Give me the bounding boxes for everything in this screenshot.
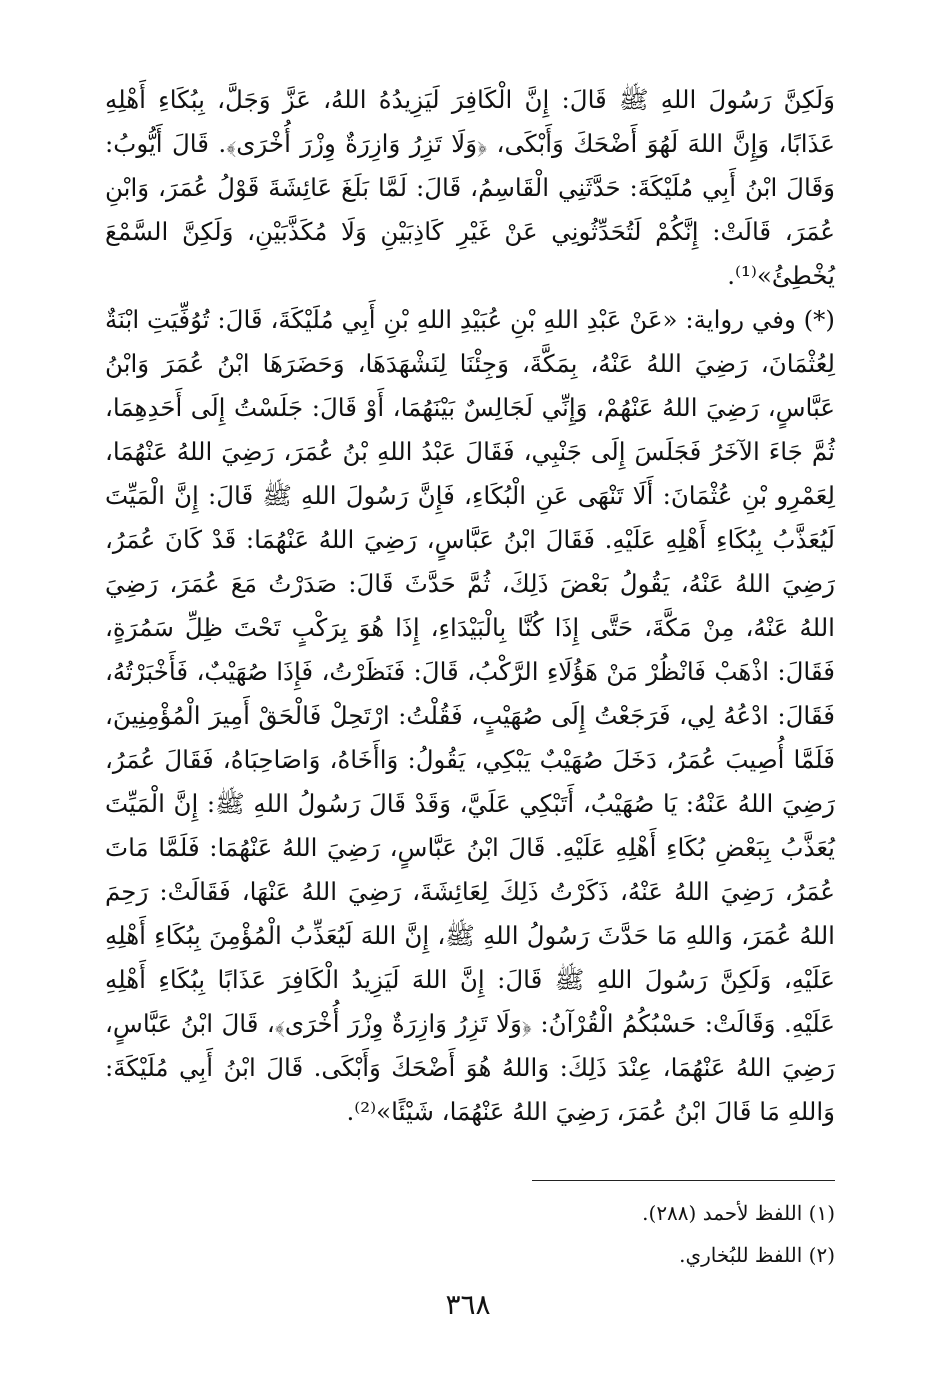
page-number: ٣٦٨ <box>445 1288 491 1321</box>
footnote-separator <box>532 1180 835 1181</box>
footnote-2: (٢) اللفظ للبُخاري. <box>679 1243 835 1267</box>
paragraph-2: (*) وفي رواية: «عَنْ عَبْدِ اللهِ بْنِ عُبَيْدِ اللهِ بْنِ أَبِي مُلَيْكَةَ، قَالَ: تُوُفِّيَتِ ابْنَةٌ لِعُثْمَانَ، رَضِيَ اللهُ عَنْهُ، بِمَكَّةَ، وَجِئْنَا لِنَشْهَدَهَا، وَحَضَرَهَا ابْنُ عُمَرَ وَابْنُ عَبَّاسٍ، رَضِيَ اللهُ عَنْهُمْ، وَإِنِّي لَجَالِسٌ بَيْنَهُمَا، أَوْ قَالَ: جَلَسْتُ إِلَى أَحَدِهِمَا، ثُمَّ جَاءَ الآخَرُ فَجَلَسَ إِلَى جَنْبِي، فَقَالَ عَبْدُ اللهِ بْنُ عُمَرَ، رَضِيَ اللهُ عَنْهُمَا، لِعَمْرِو بْنِ عُثْمَانَ: أَلَا تَنْهَى عَنِ الْبُكَاءِ، فَإِنَّ رَسُولَ اللهِ ﷺ قَالَ: إِنَّ الْمَيِّتَ لَيُعَذَّبُ بِبُكَاءِ أَهْلِهِ عَلَيْهِ. فَقَالَ ابْنُ عَبَّاسٍ، رَضِيَ اللهُ عَنْهُمَا: قَدْ كَانَ عُمَرُ، رَضِيَ اللهُ عَنْهُ، يَقُولُ بَعْضَ ذَلِكَ، ثُمَّ حَدَّثَ قَالَ: صَدَرْتُ مَعَ عُمَرَ، رَضِيَ اللهُ عَنْهُ، مِنْ مَكَّةَ، حَتَّى إِذَا كُنَّا بِالْبَيْدَاءِ، إِذَا هُوَ بِرَكْبٍ تَحْتَ ظِلِّ سَمُرَةٍ، فَقَالَ: اذْهَبْ فَانْظُرْ مَنْ هَؤُلَاءِ الرَّكْبُ، قَالَ: فَنَظَرْتُ، فَإِذَا صُهَيْبٌ، فَأَخْبَرْتُهُ، فَقَالَ: ادْعُهُ لِي، فَرَجَعْتُ إِلَى صُهَيْبٍ، فَقُلْتُ: ارْتَحِلْ فَالْحَقْ أَمِيرَ الْمُؤْمِنِينَ، فَلَمَّا أُصِيبَ عُمَرُ، دَخَلَ صُهَيْبٌ يَبْكِي، يَقُولُ: وَاأَخَاهُ، وَاصَاحِبَاهُ، فَقَالَ عُمَرُ، رَضِيَ اللهُ عَنْهُ: يَا صُهَيْبُ، أَتَبْكِي عَلَيَّ، وَقَدْ قَالَ رَسُولُ اللهِ ﷺ: إِنَّ الْمَيِّتَ يُعَذَّبُ بِبَعْضِ بُكَاءِ أَهْلِهِ عَلَيْهِ. قَالَ ابْنُ عَبَّاسٍ، رَضِيَ اللهُ عَنْهُمَا: فَلَمَّا مَاتَ عُمَرُ، رَضِيَ اللهُ عَنْهُ، ذَكَرْتُ ذَلِكَ لِعَائِشَةَ، رَضِيَ اللهُ عَنْهَا، فَقَالَتْ: رَحِمَ اللهُ عُمَرَ، وَاللهِ مَا حَدَّثَ رَسُولُ اللهِ ﷺ، إِنَّ اللهَ لَيُعَذِّبُ الْمُؤْمِنَ بِبُكَاءِ أَهْلِهِ عَلَيْهِ، وَلَكِنَّ رَسُولَ اللهِ ﷺ قَالَ: إِنَّ اللهَ لَيَزِيدُ الْكَافِرَ عَذَابًا بِبُكَاءِ أَهْلِهِ عَلَيْهِ. وَقَالَتْ: حَسْبُكُمُ الْقُرْآنُ: ﴿وَلَا تَزِرُ وَازِرَةٌ وِزْرَ أُخْرَى﴾، قَالَ ابْنُ عَبَّاسٍ، رَضِيَ اللهُ عَنْهُمَا، عِنْدَ ذَلِكَ: وَاللهُ هُوَ أَضْحَكَ وَأَبْكَى. قَالَ ابْنُ أَبِي مُلَيْكَةَ: وَاللهِ مَا قَالَ ابْنُ عُمَرَ، رَضِيَ اللهُ عَنْهُمَا، شَيْئًا»⁽²⁾. <box>105 305 835 1126</box>
paragraph-1: وَلَكِنَّ رَسُولَ اللهِ ﷺ قَالَ: إِنَّ الْكَافِرَ لَيَزِيدُهُ اللهُ، عَزَّ وَجَلَّ، بِبُكَاءِ أَهْلِهِ عَذَابًا، وَإِنَّ اللهَ لَهُوَ أَضْحَكَ وَأَبْكَى، ﴿وَلَا تَزِرُ وَازِرَةٌ وِزْرَ أُخْرَى﴾. قَالَ أَيُّوبُ: وَقَالَ ابْنُ أَبِي مُلَيْكَةَ: حَدَّثَنِي الْقَاسِمُ، قَالَ: لَمَّا بَلَغَ عَائِشَةَ قَوْلُ عُمَرَ، وَابْنِ عُمَرَ، قَالَتْ: إِنَّكُمْ لَتُحَدِّثُونِي عَنْ غَيْرِ كَاذِبَيْنِ وَلَا مُكَذَّبَيْنِ، وَلَكِنَّ السَّمْعَ يُخْطِئُ»⁽¹⁾. <box>105 85 835 290</box>
footnote-1: (١) اللفظ لأحمد (٢٨٨). <box>642 1201 835 1225</box>
footnotes <box>405 1192 835 1276</box>
main-text <box>105 78 835 1158</box>
